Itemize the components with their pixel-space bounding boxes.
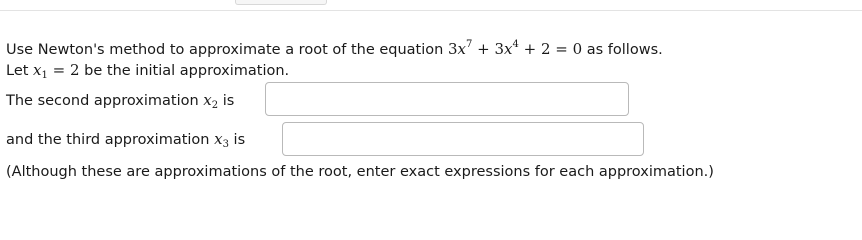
instruction-note: (Although these are approximations of the root, enter exact expressions for each approximation.)	[6, 164, 714, 180]
second-approx-label: The second approximation $x_2$ is	[6, 91, 235, 111]
top-divider	[0, 10, 862, 11]
second-approx-input[interactable]	[265, 82, 629, 116]
initial-approximation: $x_1 = 2$	[33, 61, 80, 81]
third-approx-label: and the third approximation $x_3$ is	[6, 130, 246, 150]
top-tab-edge	[235, 0, 327, 5]
question-intro: Use Newton's method to approximate a root of the equation	[6, 42, 444, 58]
question-intro-tail: as follows.	[582, 42, 663, 58]
equation: $3x^7 + 3x^4 + 2 = 0$	[447, 39, 583, 58]
question-line-1	[6, 40, 663, 59]
question-line-2: Let $x_1 = 2$ be the initial approximation.	[6, 61, 290, 81]
third-approx-input[interactable]	[282, 122, 644, 156]
